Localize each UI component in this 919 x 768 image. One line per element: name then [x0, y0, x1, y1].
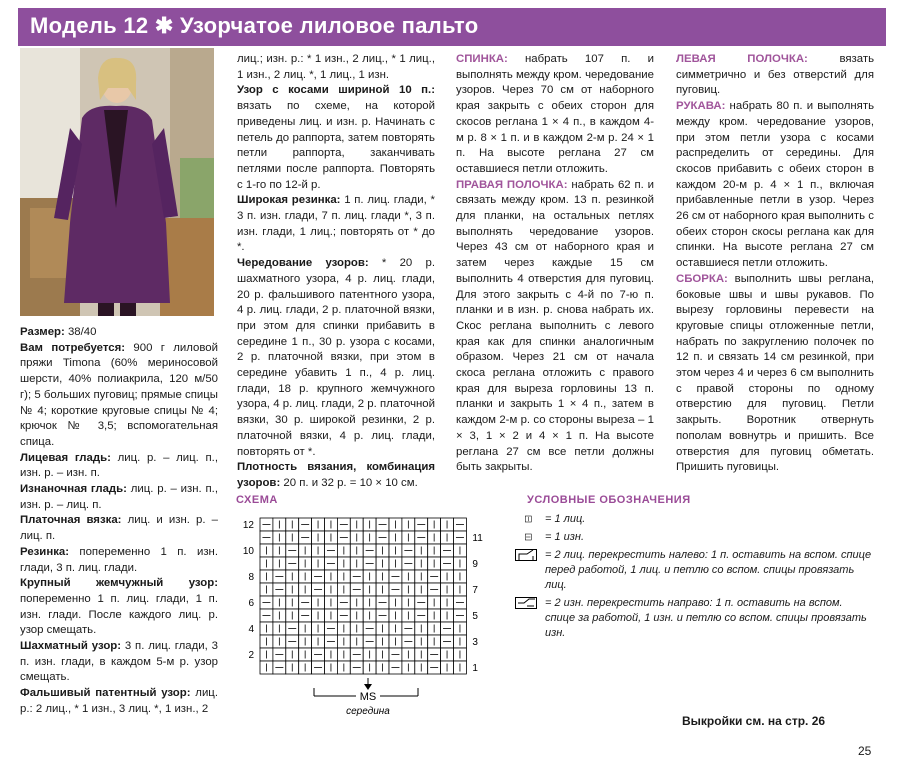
title-banner: [18, 8, 886, 46]
schema-title: СХЕМА: [236, 494, 278, 506]
row-label: 6: [248, 598, 254, 609]
purl-stitch-icon: [525, 531, 537, 543]
cross-left-icon: [515, 549, 537, 561]
row-label: 9: [472, 559, 478, 570]
column-back-front: СПИНКА: набрать 107 п. и выполнять между кром. чередование узоров. Через 70 см от наборного края закрыть с обеих сторон для скосов реглана 1 × 4 п., в каждом 4-м р. 8 × 1 п. и в каждом 2-м р. 24 × 1 п. На высоте реглана 27 см оставшиеся петли отложить. ПРАВАЯ ПОЛОЧКА: набрать 62 п. и связать между кром. 13 п. резинкой для планки, на остальных петлях выполнять чередование узоров. Через 43 см от наборного края и затем через каждые 15 см выполнить 4 отверстия для пуговиц. Для этого закрыть с 4-й по 7-ю п. планки и в изн. р. снова набрать их. Скос реглана выполнить с левого края как для спинки аналогичным образом. Через 21 см от начала скоса реглана отложить с правого края для выреза горловины 13 п. планки и закрыть 1 × 4 п., затем в каждом 2-м р. со стороны выреза – 1 × 3, 1 × 2 и 4 × 1 п. На высоте реглана 27 см все петли должны быть закрыты.: [456, 53, 655, 474]
ms-label: MS: [359, 691, 377, 703]
row-label: 12: [242, 520, 254, 531]
row-label: 4: [248, 624, 254, 635]
legend-title: УСЛОВНЫЕ ОБОЗНАЧЕНИЯ: [527, 494, 691, 506]
legend-item-knit: = 1 лиц.: [515, 512, 875, 527]
woman-in-coat-illustration: [20, 48, 214, 316]
row-label: 10: [242, 546, 254, 557]
legend: [515, 512, 875, 644]
row-label: 5: [472, 611, 478, 622]
row-label: 7: [472, 585, 478, 596]
row-label: 8: [248, 572, 254, 583]
pattern-reference: Выкройки см. на стр. 26: [682, 714, 826, 728]
row-label: 1: [472, 663, 478, 674]
knitting-chart: [230, 510, 510, 720]
page-title: Модель 12 ✱ Узорчатое лиловое пальто: [30, 13, 479, 38]
legend-item-cross-left: = 2 лиц. перекрестить налево: 1 п. оставить на вспом. спице перед работой, 1 лиц. и петлю со вспом. спицы провязать лиц.: [515, 548, 875, 593]
model-photo: [20, 48, 214, 316]
legend-item-cross-right: = 2 изн. перекрестить направо: 1 п. оставить на вспом. спице за работой, 1 изн. и петлю со вспом. спицы провязать изн.: [515, 596, 875, 641]
column-sleeves-assembly: ЛЕВАЯ ПОЛОЧКА: вязать симметрично и без отверстий для пуговиц. РУКАВА: набрать 80 п. и выполнять между кром. чередование узоров, при этом петли узора с косами распределить от середины. Для скосов прибавить с обеих сторон в каждом 20-м р. 4 × 1 п., включая прибавленные петли в узор. Через 26 см от наборного края выполнить с обеих сторон скосы реглана как для спинки. На высоте реглана 27 см оставшиеся петли отложить. СБОРКА: выполнить швы реглана, боковые швы и швы рукавов. По вырезу горловины перевести на круговые спицы отложенные петли, набрать по закруглению полочек по 12 п. и связать 14 см резинкой, при этом через 4 и через 6 см выполнить с правой стороны по одному отверстию для пуговиц. Петли закрыть. Воротник отвернуть пополам вовнутрь и пришить. Все отверстия для пуговиц обметать. Пришить пуговицы.: [676, 53, 875, 474]
row-label: 3: [472, 637, 478, 648]
legend-item-purl: = 1 изн.: [515, 530, 875, 545]
cross-right-icon: [515, 597, 537, 609]
column-materials: Размер: 38/40 Вам потребуется: 900 г лиловой пряжи Timona (60% мериносовой шерсти, 40% полиакрила, 120 м/50 г); 5 больших пуговиц; прямые спицы № 4; короткие круговые спицы № 4; крючок № 3,5; вспомогательная спица. Лицевая гладь: лиц. р. – лиц. п., изн. р. – изн. п. Изнаночная гладь: лиц. р. – изн. п., изн. р. – лиц. п. Платочная вязка: лиц. и изн. р. – лиц. п. Резинка: попеременно 1 п. изн. глади, 3 п. лиц. глади. Крупный жемчужный узор: попеременно 1 п. лиц. глади, 1 п. изн. глади. После каждого лиц. р. узор смещать. Шахматный узор: 3 п. лиц. глади, 3 п. изн. глади, в каждом 5-м р. узор смещать. Фальшивый патентный узор: лиц. р.: 2 лиц., * 1 изн., 3 лиц. *, 1 изн., 2: [20, 326, 218, 715]
row-label: 11: [472, 533, 483, 544]
middle-label: середина: [346, 706, 390, 717]
knit-stitch-icon: [525, 513, 537, 525]
row-label: 2: [248, 650, 254, 661]
column-patterns: лиц.; изн. р.: * 1 изн., 2 лиц., * 1 лиц., 1 изн., 2 лиц. *, 1 лиц., 1 изн. Узор с косами шириной 10 п.: вязать по схеме, на которой приведены лиц. и изн. р. Начинать с петель до раппорта, затем повторять петли раппорта, заканчивать петлями после раппорта. Повторять с 1-го по 12-й р. Широкая резинка: 1 п. лиц. глади, * 3 п. изн. глади, 7 п. лиц. глади *, 3 п. изн. глади, 1 лиц.; повторять от * до *. Чередование узоров: * 20 р. шахматного узора, 4 р. лиц. глади, 20 р. фальшивого патентного узора, 4 р. лиц. глади, 2 р. платочной вязки, при этом для спинки прибавить в середине 1 п., 30 р. узора с косами, 2 р. платочной вязки, при этом в середине убавить 1 п., 4 р. лиц. глади, 18 р. крупного жемчужного узора, 4 р. лиц. глади, 2 р. платочной вязки, 30 р. широкой резинки, 2 р. платочной вязки, 4 р. лиц. глади, повторять от *. Плотность вязания, комбинация узоров: 20 п. и 32 р. = 10 × 10 см.: [237, 53, 435, 489]
page-number: 25: [858, 744, 872, 758]
